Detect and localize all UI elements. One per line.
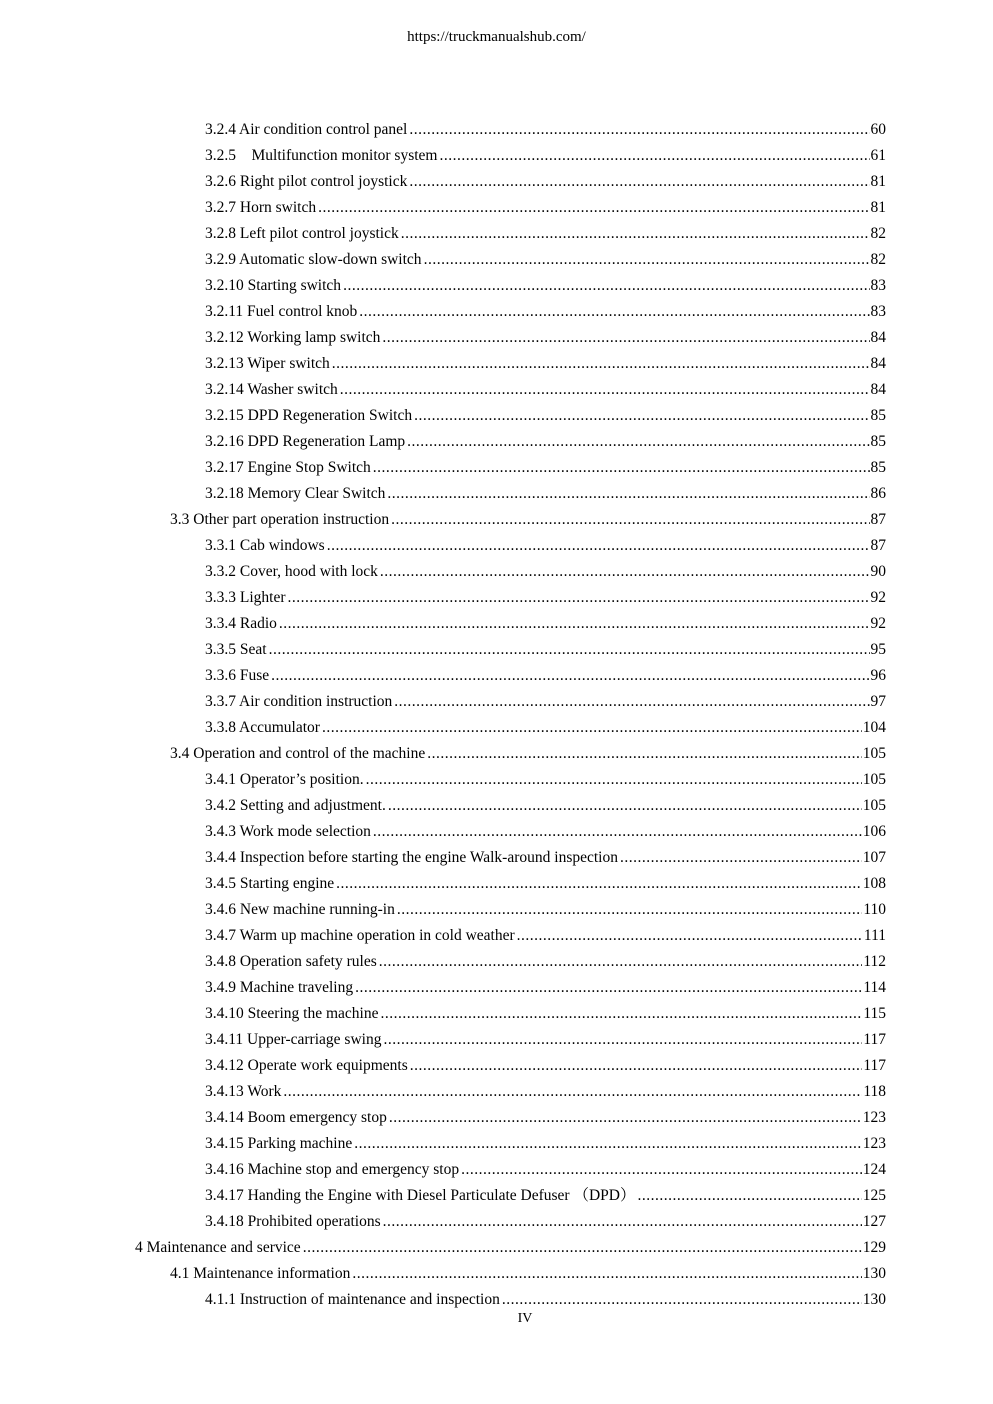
toc-entry-title: 3.4.12 Operate work equipments <box>205 1057 408 1074</box>
toc-entry-page: 90 <box>870 563 886 580</box>
toc-entry[interactable] <box>0 1027 993 1053</box>
toc-entry-title: 3.4.3 Work mode selection <box>205 823 371 840</box>
toc-dot-leader <box>409 169 869 195</box>
toc-dot-leader <box>303 1235 862 1261</box>
toc-entry-page: 104 <box>862 719 886 736</box>
toc-entry[interactable] <box>0 1157 993 1183</box>
toc-entry-page: 127 <box>862 1213 886 1230</box>
toc-entry-page: 60 <box>870 121 886 138</box>
toc-entry[interactable] <box>0 819 993 845</box>
toc-entry-page: 92 <box>870 589 886 606</box>
toc-entry-page: 108 <box>862 875 886 892</box>
toc-entry-title: 3.3.3 Lighter <box>205 589 286 606</box>
toc-dot-leader <box>279 611 870 637</box>
toc-dot-leader <box>322 715 862 741</box>
toc-entry[interactable] <box>0 1209 993 1235</box>
toc-dot-leader <box>388 793 862 819</box>
toc-entry-title: 3.3.2 Cover, hood with lock <box>205 563 378 580</box>
toc-entry-title: 3.3.8 Accumulator <box>205 719 320 736</box>
toc-dot-leader <box>391 507 869 533</box>
toc-entry[interactable] <box>0 1001 993 1027</box>
toc-entry-page: 105 <box>862 745 886 762</box>
toc-entry-title: 3.2.13 Wiper switch <box>205 355 330 372</box>
toc-entry[interactable] <box>0 1131 993 1157</box>
toc-entry-page: 130 <box>862 1291 886 1308</box>
toc-entry-title: 3.2.6 Right pilot control joystick <box>205 173 408 190</box>
toc-dot-leader <box>383 1209 862 1235</box>
toc-entry[interactable] <box>0 247 993 273</box>
toc-dot-leader <box>366 767 862 793</box>
toc-entry-page: 123 <box>862 1109 886 1126</box>
toc-dot-leader <box>352 1261 861 1287</box>
toc-dot-leader <box>373 455 870 481</box>
toc-entry-title: 4 Maintenance and service <box>135 1239 301 1256</box>
toc-dot-leader <box>288 585 870 611</box>
toc-entry-page: 107 <box>862 849 886 866</box>
toc-entry[interactable] <box>0 845 993 871</box>
toc-dot-leader <box>359 299 869 325</box>
toc-entry[interactable] <box>0 1235 993 1261</box>
toc-entry[interactable] <box>0 143 993 169</box>
toc-entry-title: 3.2.14 Washer switch <box>205 381 338 398</box>
toc-entry[interactable] <box>0 897 993 923</box>
toc-entry[interactable] <box>0 1261 993 1287</box>
toc-entry-page: 118 <box>863 1083 886 1100</box>
toc-dot-leader <box>380 1001 862 1027</box>
toc-dot-leader <box>461 1157 862 1183</box>
table-of-contents <box>0 117 993 1313</box>
toc-entry[interactable] <box>0 975 993 1001</box>
toc-entry-page: 123 <box>862 1135 886 1152</box>
toc-entry-title: 3.4.1 Operator’s position. <box>205 771 364 788</box>
toc-dot-leader <box>397 897 862 923</box>
toc-entry-title: 4.1.1 Instruction of maintenance and inspection <box>205 1291 500 1308</box>
toc-entry-page: 117 <box>863 1031 886 1048</box>
toc-entry[interactable] <box>0 793 993 819</box>
toc-entry[interactable] <box>0 689 993 715</box>
toc-entry-title: 3.4.16 Machine stop and emergency stop <box>205 1161 460 1178</box>
toc-entry-page: 84 <box>870 381 886 398</box>
toc-dot-leader <box>383 1027 862 1053</box>
toc-entry-title: 3.4 Operation and control of the machine <box>170 745 426 762</box>
toc-entry-page: 82 <box>870 251 886 268</box>
header-url: https://truckmanualshub.com/ <box>407 29 586 45</box>
toc-entry[interactable] <box>0 403 993 429</box>
toc-entry[interactable] <box>0 1105 993 1131</box>
toc-dot-leader <box>269 637 870 663</box>
toc-entry-page: 85 <box>870 459 886 476</box>
toc-entry-page: 106 <box>862 823 886 840</box>
toc-entry-page: 85 <box>870 433 886 450</box>
toc-entry-page: 105 <box>862 771 886 788</box>
toc-entry-page: 84 <box>870 329 886 346</box>
toc-entry-title: 3.4.5 Starting engine <box>205 875 335 892</box>
toc-entry[interactable] <box>0 585 993 611</box>
toc-dot-leader <box>424 247 870 273</box>
toc-entry-page: 92 <box>870 615 886 632</box>
toc-entry-title: 3.4.15 Parking machine <box>205 1135 353 1152</box>
toc-entry-title: 3.3 Other part operation instruction <box>170 511 390 528</box>
toc-entry-page: 95 <box>870 641 886 658</box>
toc-dot-leader <box>327 533 870 559</box>
toc-entry[interactable] <box>0 663 993 689</box>
page-number: IV <box>517 1311 533 1326</box>
toc-entry-title: 3.3.1 Cab windows <box>205 537 325 554</box>
toc-entry-title: 3.2.12 Working lamp switch <box>205 329 381 346</box>
toc-entry[interactable] <box>0 195 993 221</box>
toc-dot-leader <box>502 1287 862 1313</box>
toc-dot-leader <box>414 403 869 429</box>
toc-dot-leader <box>373 819 862 845</box>
toc-dot-leader <box>379 949 863 975</box>
toc-entry-title: 3.4.7 Warm up machine operation in cold weather <box>205 927 515 944</box>
toc-dot-leader <box>354 1131 862 1157</box>
toc-entry-title: 3.3.7 Air condition instruction <box>205 693 393 710</box>
toc-entry[interactable] <box>0 273 993 299</box>
toc-entry-page: 86 <box>870 485 886 502</box>
toc-entry[interactable] <box>0 117 993 143</box>
toc-entry-title: 3.2.16 DPD Regeneration Lamp <box>205 433 406 450</box>
toc-dot-leader <box>283 1079 862 1105</box>
toc-entry[interactable] <box>0 741 993 767</box>
toc-entry[interactable] <box>0 533 993 559</box>
toc-entry[interactable] <box>0 169 993 195</box>
toc-dot-leader <box>332 351 870 377</box>
toc-entry[interactable] <box>0 871 993 897</box>
toc-entry-title: 3.2.9 Automatic slow-down switch <box>205 251 422 268</box>
toc-entry[interactable] <box>0 923 993 949</box>
toc-entry-title: 3.4.13 Work <box>205 1083 282 1100</box>
toc-entry-page: 87 <box>870 511 886 528</box>
toc-entry-page: 87 <box>870 537 886 554</box>
toc-dot-leader <box>355 975 862 1001</box>
toc-dot-leader <box>387 481 869 507</box>
toc-entry-page: 105 <box>862 797 886 814</box>
toc-dot-leader <box>637 1183 861 1209</box>
toc-entry-title: 3.3.5 Seat <box>205 641 267 658</box>
toc-entry[interactable] <box>0 715 993 741</box>
toc-entry-page: 61 <box>870 147 886 164</box>
toc-dot-leader <box>271 663 869 689</box>
toc-entry[interactable] <box>0 351 993 377</box>
toc-entry-page: 96 <box>870 667 886 684</box>
toc-dot-leader <box>382 325 869 351</box>
toc-dot-leader <box>380 559 870 585</box>
toc-entry[interactable] <box>0 481 993 507</box>
toc-dot-leader <box>343 273 869 299</box>
toc-entry-title: 3.2.10 Starting switch <box>205 277 342 294</box>
toc-entry[interactable] <box>0 325 993 351</box>
toc-entry[interactable] <box>0 611 993 637</box>
toc-dot-leader <box>389 1105 862 1131</box>
toc-dot-leader <box>336 871 862 897</box>
toc-entry-title: 3.2.15 DPD Regeneration Switch <box>205 407 413 424</box>
toc-entry[interactable] <box>0 507 993 533</box>
toc-entry-page: 84 <box>870 355 886 372</box>
toc-entry[interactable] <box>0 1183 993 1209</box>
toc-entry-page: 129 <box>862 1239 886 1256</box>
toc-entry-page: 114 <box>863 979 886 996</box>
toc-entry-page: 81 <box>870 199 886 216</box>
toc-entry-page: 112 <box>863 953 886 970</box>
toc-entry[interactable] <box>0 767 993 793</box>
toc-entry-title: 3.4.4 Inspection before starting the engine Walk-around inspection <box>205 849 618 866</box>
toc-entry[interactable] <box>0 1287 993 1313</box>
toc-entry-title: 3.3.6 Fuse <box>205 667 270 684</box>
toc-entry[interactable] <box>0 377 993 403</box>
toc-entry-title: 3.4.17 Handing the Engine with Diesel Particulate Defuser （DPD） <box>205 1187 636 1204</box>
toc-entry-page: 110 <box>863 901 886 918</box>
toc-entry-title: 3.2.17 Engine Stop Switch <box>205 459 371 476</box>
toc-dot-leader <box>440 143 870 169</box>
toc-entry[interactable] <box>0 429 993 455</box>
toc-dot-leader <box>407 429 869 455</box>
toc-entry-page: 85 <box>870 407 886 424</box>
toc-entry-title: 3.4.11 Upper-carriage swing <box>205 1031 382 1048</box>
toc-dot-leader <box>409 117 869 143</box>
toc-dot-leader <box>620 845 862 871</box>
toc-entry-title: 3.2.8 Left pilot control joystick <box>205 225 399 242</box>
toc-entry-page: 111 <box>863 927 886 944</box>
toc-entry-title: 3.4.18 Prohibited operations <box>205 1213 381 1230</box>
toc-entry[interactable] <box>0 559 993 585</box>
toc-entry-title: 3.4.9 Machine traveling <box>205 979 354 996</box>
toc-entry-title: 3.2.5 Multifunction monitor system <box>205 147 438 164</box>
toc-entry-title: 3.4.6 New machine running-in <box>205 901 395 918</box>
toc-entry[interactable] <box>0 949 993 975</box>
toc-entry[interactable] <box>0 1079 993 1105</box>
toc-entry-title: 3.4.14 Boom emergency stop <box>205 1109 387 1126</box>
toc-entry-page: 81 <box>870 173 886 190</box>
toc-dot-leader <box>401 221 870 247</box>
toc-entry[interactable] <box>0 221 993 247</box>
toc-entry-page: 83 <box>870 303 886 320</box>
toc-entry-title: 3.2.18 Memory Clear Switch <box>205 485 386 502</box>
toc-entry-title: 3.2.7 Horn switch <box>205 199 317 216</box>
toc-entry-title: 3.2.11 Fuel control knob <box>205 303 358 320</box>
toc-dot-leader <box>340 377 870 403</box>
toc-entry-title: 3.2.4 Air condition control panel <box>205 121 408 138</box>
toc-entry-page: 97 <box>870 693 886 710</box>
toc-entry-title: 3.4.8 Operation safety rules <box>205 953 377 970</box>
toc-entry-page: 125 <box>862 1187 886 1204</box>
toc-entry-page: 130 <box>862 1265 886 1282</box>
toc-entry-title: 4.1 Maintenance information <box>170 1265 351 1282</box>
toc-entry-title: 3.3.4 Radio <box>205 615 277 632</box>
toc-entry[interactable] <box>0 299 993 325</box>
toc-dot-leader <box>394 689 869 715</box>
toc-entry[interactable] <box>0 637 993 663</box>
toc-entry-page: 124 <box>862 1161 886 1178</box>
toc-entry-title: 3.4.10 Steering the machine <box>205 1005 379 1022</box>
toc-entry-page: 82 <box>870 225 886 242</box>
toc-dot-leader <box>410 1053 863 1079</box>
toc-entry-page: 117 <box>863 1057 886 1074</box>
toc-entry-title: 3.4.2 Setting and adjustment. <box>205 797 386 814</box>
toc-dot-leader <box>318 195 869 221</box>
toc-entry[interactable] <box>0 455 993 481</box>
toc-entry[interactable] <box>0 1053 993 1079</box>
toc-entry-page: 83 <box>870 277 886 294</box>
toc-dot-leader <box>517 923 863 949</box>
toc-entry-page: 115 <box>863 1005 886 1022</box>
toc-dot-leader <box>427 741 862 767</box>
